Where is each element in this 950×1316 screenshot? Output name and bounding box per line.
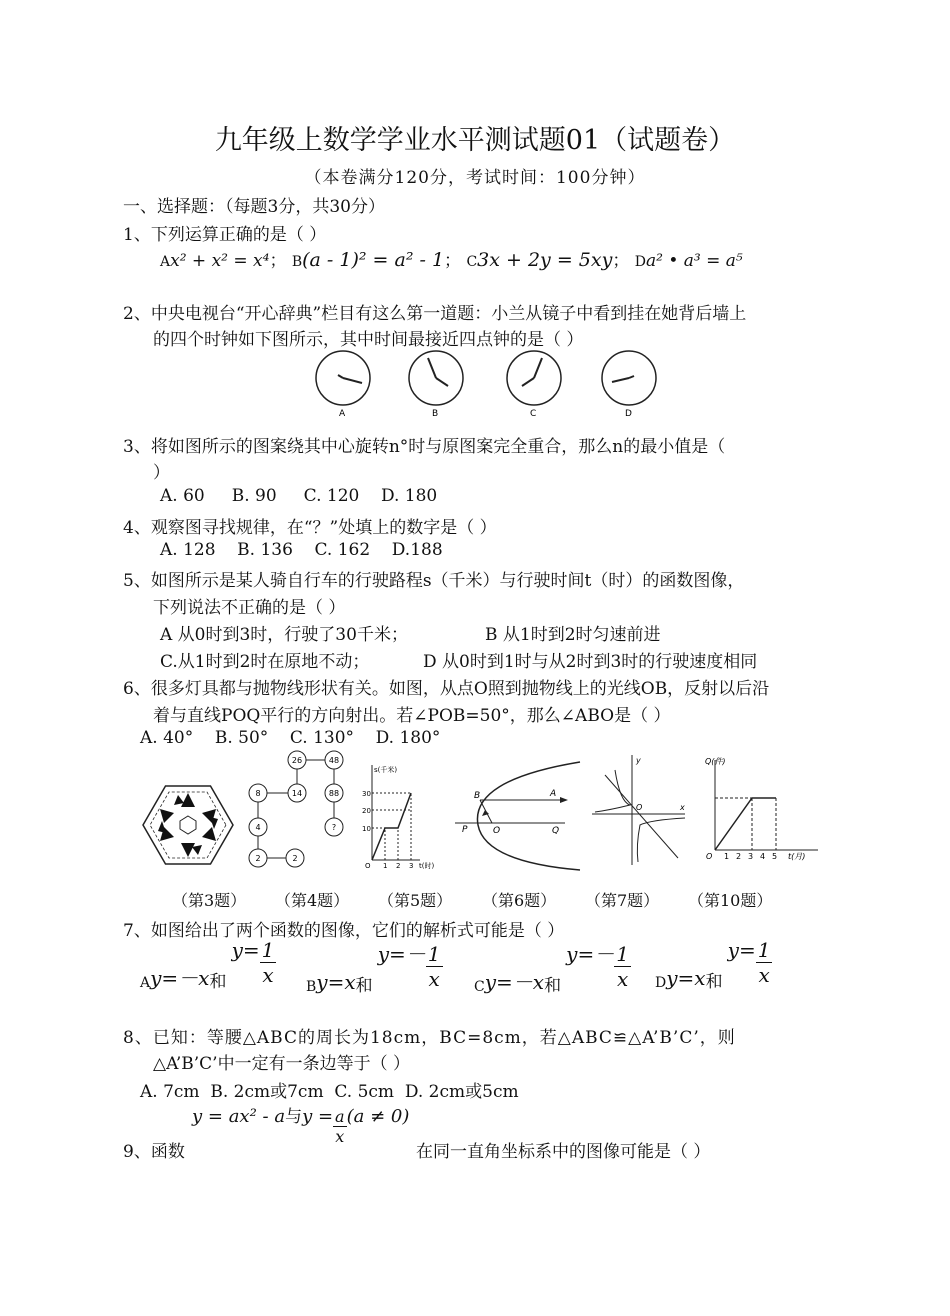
caption-fig7: （第7题） <box>585 891 660 910</box>
q7-option-b <box>306 938 443 996</box>
q7-b-linear: y=x <box>316 970 356 994</box>
q7-b-hyp-lhs: y=－ <box>377 942 426 966</box>
section-heading: 一、选择题：（每题3分，共30分） <box>123 197 385 217</box>
q1-a-expr: x² + x² = x⁴ <box>170 251 270 271</box>
q3-line1: 3、将如图所示的图案绕其中心旋转n°时与原图案完全重合，那么n的最小值是（ <box>123 437 726 457</box>
fig10-xtick: 3 <box>748 852 754 861</box>
q1-d-expr: a² • a³ = a⁵ <box>645 251 743 271</box>
q1-sep: ； <box>612 251 630 271</box>
caption-fig5: （第5题） <box>378 891 453 910</box>
q6-options: A. 40° B. 50° C. 130° D. 180° <box>140 728 441 748</box>
q5-option-a: A 从0时到3时，行驶了30千米； <box>160 625 408 645</box>
q3-line2: ） <box>153 463 170 483</box>
q8-line2: △A’B’C’中一定有一条边等于（ ） <box>153 1054 410 1074</box>
fig7-label: y <box>636 756 641 765</box>
q1-b-label: B <box>291 254 303 270</box>
q5-option-d: D 从0时到1时与从2时到3时的行驶速度相同 <box>423 652 758 672</box>
q7-d-num: 1 <box>757 938 771 962</box>
page-title: 九年级上数学学业水平测试题01（试题卷） <box>214 125 736 156</box>
fig6-label: P <box>462 825 468 835</box>
q7-d-and: 和 <box>705 972 723 992</box>
q9-fraction <box>333 1108 347 1147</box>
caption-fig10: （第10题） <box>688 891 773 910</box>
q5-option-b: B 从1时到2时匀速前进 <box>485 625 661 645</box>
q7-a-fraction <box>260 938 277 987</box>
q7-b-den: x <box>428 967 440 991</box>
q7-d-hyp-lhs: y= <box>727 938 756 962</box>
fig7-function-graphs <box>592 755 685 865</box>
q7-b-num: 1 <box>427 942 441 966</box>
q7-a-hyp-lhs: y= <box>231 938 260 962</box>
fig5-xtick: 3 <box>409 862 414 870</box>
fig6-label: B <box>474 791 481 801</box>
q7-a-label: A <box>140 975 151 991</box>
fig5-xtick: 1 <box>383 862 388 870</box>
q8-line1: 8、已知：等腰△ABC的周长为18cm，BC=8cm，若△ABC≌△A’B’C’，则 <box>123 1028 736 1048</box>
q1-sep: ； <box>269 251 287 271</box>
q5-option-c: C.从1时到2时在原地不动； <box>160 652 370 672</box>
clock-a-label: A <box>339 409 346 419</box>
q9-suffix: 在同一直角坐标系中的图像可能是（ ） <box>416 1142 711 1162</box>
fig7-label: O <box>636 803 643 812</box>
q9-yu: 与 <box>285 1107 303 1127</box>
q9-expr1: y = ax² - a <box>192 1106 286 1127</box>
q5-line2: 下列说法不正确的是（ ） <box>153 598 346 618</box>
q7-option-d <box>655 938 772 992</box>
q1-c-expr: 3x + 2y = 5xy <box>477 249 613 271</box>
q5-line1: 5、如图所示是某人骑自行车的行驶路程s（千米）与行驶时间t（时）的函数图像， <box>123 571 745 591</box>
clock-b <box>409 351 463 419</box>
q7-c-linear: y=－x <box>484 970 545 994</box>
q7-d-label: D <box>655 975 667 991</box>
fig4-number-circles <box>249 751 343 867</box>
caption-fig4: （第4题） <box>275 891 350 910</box>
q1-b-expr: (a - 1)² = a² - 1 <box>302 249 445 271</box>
fig4-num: 26 <box>291 756 303 765</box>
q1-c-label: C <box>466 254 478 270</box>
q1-d-label: D <box>634 254 646 270</box>
q2-line2: 的四个时钟如下图所示，其中时间最接近四点钟的是（ ） <box>153 330 584 350</box>
fig7-label: x <box>680 803 685 812</box>
q9-expr2-lhs: y = <box>302 1106 334 1127</box>
caption-fig6: （第6题） <box>482 891 557 910</box>
q9-prefix: 9、函数 <box>123 1142 185 1162</box>
fig5-origin: O <box>365 862 371 870</box>
q7-c-num: 1 <box>616 942 629 966</box>
fig10-xtick: 2 <box>736 852 742 861</box>
q1-sep: ； <box>444 251 462 271</box>
q7-a-den: x <box>262 963 274 987</box>
fig4-num: 48 <box>328 756 340 765</box>
fig5-ytick: 30 <box>362 790 371 798</box>
fig4-num: 2 <box>292 854 298 863</box>
fig10-ylabel: Q(件) <box>705 757 726 766</box>
fig5-xlabel: t(时) <box>419 862 435 870</box>
fig5-xtick: 2 <box>396 862 401 870</box>
fig4-num: 14 <box>291 789 303 798</box>
fig5-ytick: 20 <box>362 807 371 815</box>
clock-b-label: B <box>432 409 439 419</box>
q1-a-label: A <box>160 254 171 270</box>
fig6-label: A <box>550 789 557 799</box>
q7-c-label: C <box>474 979 485 995</box>
q7-c-fraction <box>614 942 631 991</box>
fig5-ytick: 10 <box>362 825 371 833</box>
q9-den: x <box>335 1126 345 1146</box>
caption-fig3: （第3题） <box>172 891 247 910</box>
q3-options: A. 60 B. 90 C. 120 D. 180 <box>160 486 438 506</box>
q6-line1: 6、很多灯具都与抛物线形状有关。如图，从点O照到抛物线上的光线OB，反射以后沿 <box>123 679 770 699</box>
q7-d-fraction <box>756 938 773 987</box>
clock-c-label: C <box>530 409 537 419</box>
clock-c <box>507 351 561 419</box>
fig10-quantity-time-graph <box>705 757 818 861</box>
fig10-xlabel: t(月) <box>788 852 806 861</box>
clock-d <box>602 351 656 419</box>
q7-a-num: 1 <box>261 938 275 962</box>
q7-b-label: B <box>306 979 317 995</box>
q7-option-c <box>474 938 631 996</box>
q4-options: A. 128 B. 136 C. 162 D.188 <box>160 540 443 560</box>
fig4-num: ? <box>331 823 337 832</box>
q1-stem: 1、下列运算正确的是（ ） <box>123 225 327 245</box>
q8-options: A. 7cm B. 2cm或7cm C. 5cm D. 2cm或5cm <box>140 1082 519 1102</box>
fig4-num: 8 <box>255 789 261 798</box>
fig6-label: Q <box>552 826 560 836</box>
q7-c-and: 和 <box>544 976 562 996</box>
q7-stem: 7、如图给出了两个函数的图像，它们的解析式可能是（ ） <box>123 921 565 941</box>
figures-row <box>140 750 860 875</box>
clock-a <box>316 351 370 419</box>
fig5-distance-time-graph <box>362 765 434 870</box>
clocks-figure <box>300 348 660 420</box>
fig5-ylabel: s(千米) <box>374 766 398 774</box>
fig4-num: 2 <box>255 854 261 863</box>
q6-line2: 着与直线POQ平行的方向射出。若∠POB=50°，那么∠ABO是（ ） <box>153 706 671 726</box>
fig4-num: 4 <box>255 823 261 832</box>
fig4-num: 88 <box>328 789 340 798</box>
q7-c-hyp-lhs: y=－ <box>566 942 615 966</box>
fig10-xtick: 4 <box>760 852 766 861</box>
fig10-xtick: 5 <box>772 852 778 861</box>
q7-c-den: x <box>616 967 629 991</box>
q7-a-and: 和 <box>209 972 227 992</box>
q7-b-and: 和 <box>355 976 373 996</box>
fig10-origin: O <box>706 852 713 861</box>
q7-option-a <box>140 938 276 992</box>
q7-b-fraction <box>426 942 443 991</box>
q9-cond: (a ≠ 0) <box>346 1106 410 1127</box>
q7-d-linear: y=x <box>666 966 706 990</box>
q7-a-linear: y=－x <box>150 966 210 990</box>
q7-d-den: x <box>758 963 770 987</box>
q9-num: a <box>335 1106 345 1126</box>
page-subtitle: （本卷满分120分，考试时间：100分钟） <box>304 168 646 188</box>
fig6-label: O <box>493 826 501 836</box>
clock-d-label: D <box>625 409 632 419</box>
q2-line1: 2、中央电视台“开心辞典”栏目有这么第一道题：小兰从镜子中看到挂在她背后墙上 <box>123 304 747 324</box>
q1-options <box>160 246 743 271</box>
q4-stem: 4、观察图寻找规律，在“？”处填上的数字是（ ） <box>123 518 497 538</box>
fig10-xtick: 1 <box>724 852 730 861</box>
fig6-parabola-figure <box>455 762 580 870</box>
q9-formula <box>192 1102 409 1147</box>
fig3-hexagon-pattern <box>143 786 233 864</box>
